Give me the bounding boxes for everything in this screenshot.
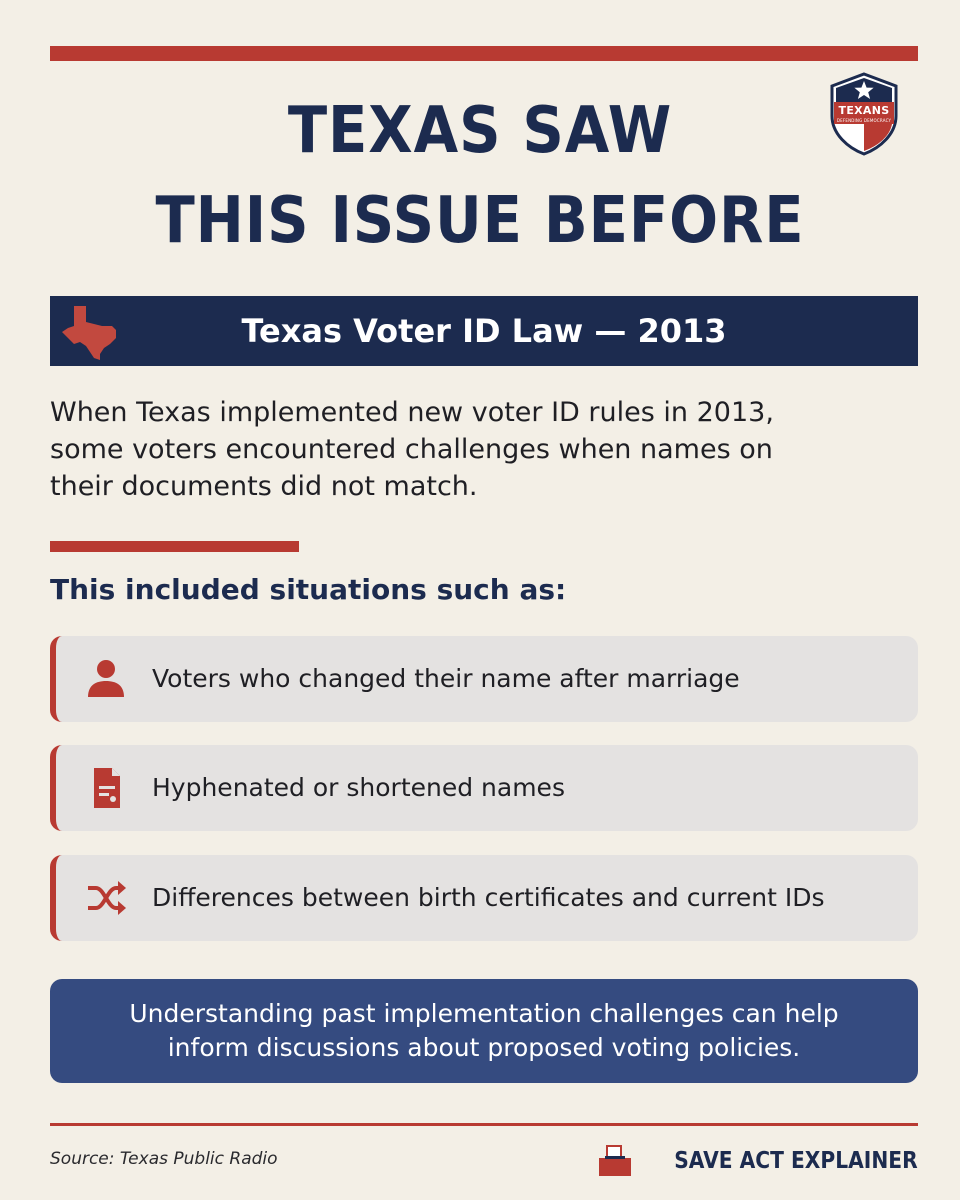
list-item-label: Differences between birth certificates and current IDs: [152, 883, 825, 912]
shuffle-icon: [84, 876, 128, 920]
intro-line-1: When Texas implemented new voter ID rules in 2013,: [50, 397, 774, 428]
logo-name: TEXANS: [838, 104, 890, 117]
list-item-label: Hyphenated or shortened names: [152, 773, 565, 802]
list-heading: This included situations such as:: [50, 573, 567, 606]
source-credit: Source: Texas Public Radio: [50, 1149, 278, 1169]
brand-label: SAVE ACT EXPLAINER: [674, 1148, 918, 1174]
headline-line-2: THIS ISSUE BEFORE: [155, 184, 805, 258]
callout-line-1: Understanding past implementation challenges can help: [129, 999, 839, 1028]
section-banner: [50, 296, 918, 366]
list-item: [50, 636, 918, 722]
list-item: [50, 855, 918, 941]
list-item: [50, 745, 918, 831]
headline-line-1: TEXAS SAW: [287, 94, 673, 168]
section-divider: [50, 541, 299, 552]
ballot-box-icon: [597, 1144, 633, 1178]
intro-paragraph: [50, 394, 910, 505]
page-title: [138, 86, 822, 266]
texans-logo: [828, 72, 900, 156]
footer-rule: [50, 1123, 918, 1126]
callout-text: [64, 997, 904, 1065]
callout-box: [50, 979, 918, 1083]
intro-line-2: some voters encountered challenges when names on: [50, 434, 773, 465]
brand-mark: [597, 1143, 918, 1179]
callout-line-2: inform discussions about proposed voting policies.: [167, 1033, 801, 1062]
list-item-label: Voters who changed their name after marriage: [152, 664, 740, 693]
banner-title: Texas Voter ID Law — 2013: [241, 312, 727, 350]
top-rule: [50, 46, 918, 61]
intro-line-3: their documents did not match.: [50, 471, 478, 502]
person-icon: [84, 657, 128, 701]
document-icon: [84, 766, 128, 810]
logo-tagline: DEFENDING DEMOCRACY: [836, 118, 892, 123]
